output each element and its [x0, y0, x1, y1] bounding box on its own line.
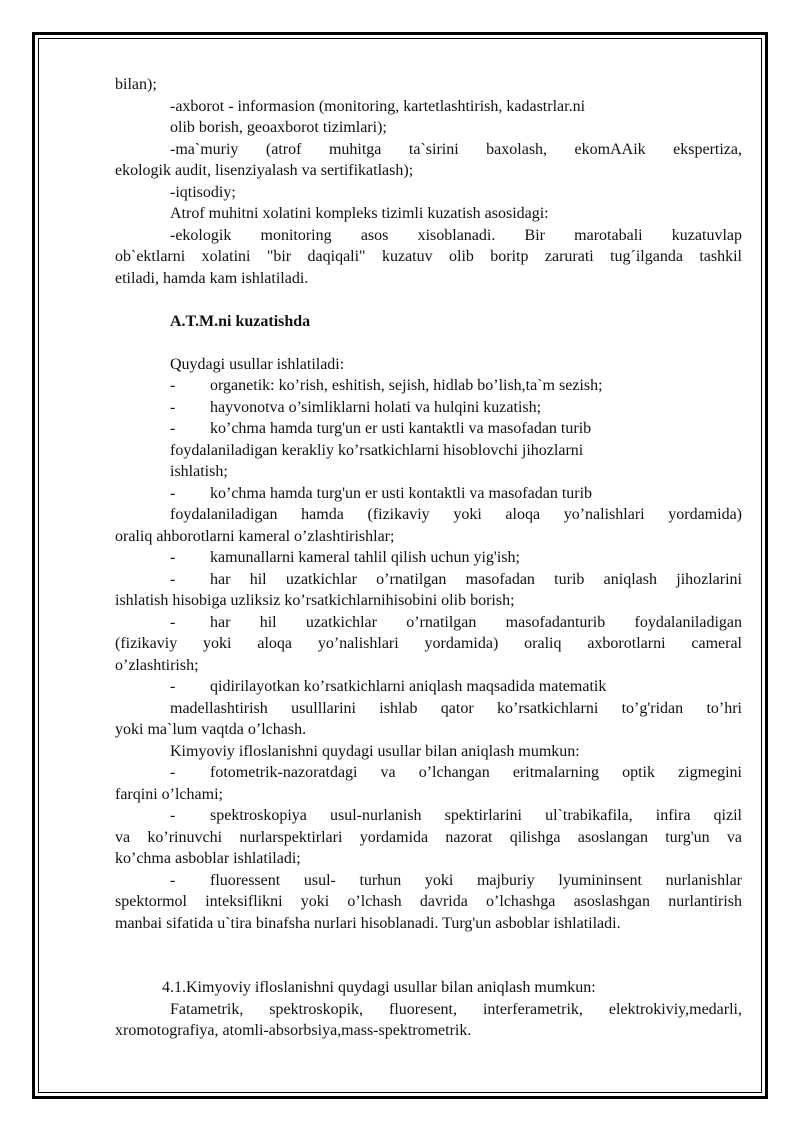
list-item-text: har hil uzatkichlar o’rnatilgan masofadan turib aniqlash jihozlarini [210, 570, 742, 588]
list-item [115, 483, 742, 505]
text-line: madellashtirish usulllarini ishlab qator ko’rsatkichlarni to’g'ridan to’hri [170, 699, 742, 717]
text-line: -iqtisodiy; [170, 183, 236, 201]
list-item [115, 805, 742, 827]
list-item [115, 870, 742, 892]
bullet-dash: - [170, 570, 176, 588]
list-item [115, 397, 742, 419]
list-item-text: har hil uzatkichlar o’rnatilgan masofadanturib foydalaniladigan [210, 613, 742, 631]
text-line: Atrof muhitni xolatini kompleks tizimli kuzatish asosidagi: [170, 205, 549, 222]
text-line: ishlatish hisobiga uzliksiz ko’rsatkichlarnihisobini olib borish; [115, 592, 515, 609]
text-line: spektormol inteksiflikni yoki o’lchash davrida o’lchashga asoslashgan nurlantirish [115, 893, 742, 910]
list-item-text: ko’chma hamda turg'un er usti kontaktli va masofadan turib [210, 484, 593, 502]
text-line: -ma`muriy (atrof muhitga ta`sirini baxolash, ekomAAik ekspertiza, [170, 140, 742, 158]
section-heading: A.T.M.ni kuzatishda [170, 312, 311, 330]
text-line-wrap [115, 827, 742, 849]
text-line-wrap [115, 246, 742, 268]
bullet-dash: - [170, 807, 176, 824]
text-line: olib borish, geoaxborot tizimlari); [170, 119, 387, 136]
list-item [115, 612, 742, 634]
list-item-text: fotometrik-nazoratdagi va o’lchangan eritmalarning optik zigmegini [210, 764, 742, 781]
bullet-dash: - [170, 377, 176, 394]
spacer [115, 289, 742, 311]
text-line: foydalaniladigan hamda (fizikaviy yoki aloqa yo’nalishlari yordamida) [170, 506, 742, 523]
text-line: etiladi, hamda kam ishlatiladi. [115, 269, 309, 287]
bullet-dash: - [170, 678, 176, 695]
text-line: va ko’rinuvchi nurlarspektirlari yordamida nazorat qilishga asoslangan turg'un va [115, 828, 742, 846]
text-line: -ekologik monitoring asos xisoblanadi. Bir marotabali kuzatuvlap [170, 226, 742, 244]
spacer [115, 332, 742, 354]
text-line-wrap [115, 698, 742, 720]
bullet-dash: - [170, 420, 176, 437]
bullet-dash: - [170, 398, 176, 416]
list-item-text: ko’chma hamda turg'un er usti kantaktli va masofadan turib [210, 420, 592, 437]
list-item-text: hayvonotva o’simliklarni holati va hulqini kuzatish; [210, 398, 542, 416]
text-line: bilan); [115, 76, 157, 93]
text-line: -axborot - informasion (monitoring, kartetlashtirish, kadastrlar.ni [170, 97, 586, 115]
spacer [115, 956, 742, 978]
document-body [115, 74, 742, 1042]
text-line: yoki ma`lum vaqtda o’lchash. [115, 721, 307, 738]
text-line-wrap [115, 139, 742, 161]
list-item [115, 375, 742, 397]
text-line: ekologik audit, lisenziyalash va sertifikatlash); [115, 162, 414, 179]
list-item [115, 676, 742, 698]
list-item-text: spektroskopiya usul-nurlanish spektirlarini ul`trabikafila, infira qizil [210, 807, 742, 824]
list-item-text: fluoressent usul- turhun yoki majburiy lyumininsent nurlanishlar [210, 871, 742, 889]
section-title-4-1: 4.1.Kimyoviy ifloslanishni quydagi usullar bilan aniqlash mumkun: [162, 979, 596, 996]
bullet-dash: - [170, 613, 176, 631]
text-line: ob`ektlarni xolatini "bir daqiqali" kuzatuv olib boritp zarurati tug´ilganda tashkil [115, 248, 742, 265]
text-line-wrap [115, 504, 742, 526]
text-line-wrap [115, 633, 742, 655]
bullet-dash: - [170, 549, 176, 566]
text-line: (fizikaviy yoki aloqa yo’nalishlari yordamida) oraliq axborotlarni cameral [115, 635, 742, 652]
list-item [115, 547, 742, 569]
text-line: Quydagi usullar ishlatiladi: [170, 355, 345, 373]
text-line: o’zlashtirish; [115, 656, 199, 674]
text-line-wrap [115, 999, 742, 1021]
text-line-wrap [115, 891, 742, 913]
text-line: Fatametrik, spektroskopik, fluoresent, interferametrik, elektrokiviy,medarli, [170, 1000, 742, 1018]
list-item [115, 418, 742, 440]
list-item-text: kamunallarni kameral tahlil qilish uchun yig'ish; [210, 549, 520, 566]
text-line: manbai sifatida u`tira binafsha nurlari hisoblanadi. Turg'un asboblar ishlatiladi. [115, 914, 621, 932]
bullet-dash: - [170, 871, 176, 889]
list-item [115, 569, 742, 591]
list-item-text: organetik: ko’rish, eshitish, sejish, hidlab bo’lish,ta`m sezish; [210, 377, 603, 394]
text-line: foydalaniladigan kerakliy ko’rsatkichlarni hisoblovchi jihozlarni [170, 441, 584, 459]
text-line: farqini o’lchami; [115, 785, 223, 803]
text-line-wrap [115, 225, 742, 247]
text-line: Kimyoviy ifloslanishni quydagi usullar bilan aniqlash mumkun: [170, 742, 580, 760]
text-line: ko’chma asboblar ishlatiladi; [115, 850, 301, 867]
list-item-text: qidirilayotkan ko’rsatkichlarni aniqlash maqsadida matematik [210, 678, 607, 695]
text-line: oraliq ahborotlarni kameral o’zlashtirishlar; [115, 527, 395, 545]
list-item [115, 762, 742, 784]
spacer [115, 934, 742, 956]
text-line: xromotografiya, atomli-absorbsiya,mass-spektrometrik. [115, 1022, 472, 1039]
bullet-dash: - [170, 764, 176, 781]
bullet-dash: - [170, 484, 176, 502]
text-line: ishlatish; [170, 463, 228, 480]
